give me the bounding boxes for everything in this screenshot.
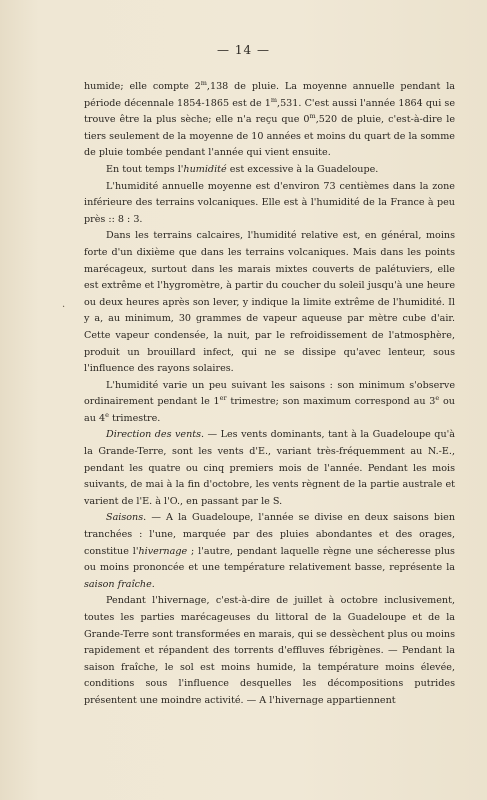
text-run: trimestre; son maximum correspond au 3 <box>226 396 436 408</box>
body-text <box>84 79 455 710</box>
text-run: En tout temps l' <box>106 163 184 175</box>
italic-text: saison fraîche <box>84 578 152 590</box>
margin-mark: · <box>62 302 66 313</box>
page-number: — 14 — <box>217 43 270 57</box>
text-run: ,520 de pluie, c'est-à-dire le tiers seulement de la moyenne de 10 années et moins du quart de la somme de pluie tombée pendant l'année qui vient ensuite. <box>84 114 456 159</box>
text-run: est excessive à la Guadeloupe. <box>226 163 379 175</box>
text-run: L'humidité varie un peu suivant les saisons : son minimum s'observe ordinairement pendant le 1 <box>84 379 455 408</box>
text-run: Pendant l'hivernage, c'est-à-dire de juillet à octobre inclusivement, toutes les parties marécageuses du littoral de la Guadeloupe et de la Grande-Terre sont transformées en marais, qui se dessèchent plus ou moins rapidement et répandent des torrents d'effluves fébrigènes. — Pendant la saison fraîche, le sol est moins humide, la température moins élevée, conditions sous l'influence desquelles les décompositions putrides présentent une moindre activité. — A l'hivernage appartiennent <box>84 595 455 706</box>
superscript: e <box>435 394 440 403</box>
superscript: m <box>270 95 278 104</box>
paragraph-p5 <box>84 378 455 428</box>
superscript: m <box>309 112 316 120</box>
paragraph-p2 <box>84 162 455 179</box>
superscript: e <box>105 410 109 419</box>
paragraph-p8 <box>84 593 455 709</box>
text-run: . <box>151 578 155 590</box>
paragraph-p3 <box>84 179 455 229</box>
italic-text: Saisons. <box>106 512 147 524</box>
paragraph-p6 <box>84 427 455 510</box>
superscript: er <box>219 394 227 403</box>
text-run: ou au 4 <box>84 396 455 424</box>
text-run: ,531. C'est aussi l'année 1864 qui se trouve être la plus sèche; elle n'a reçu que 0 <box>84 97 455 126</box>
paragraph-p4 <box>84 228 455 377</box>
text-run: L'humidité annuelle moyenne est d'environ 73 centièmes dans la zone inférieure des terrains volcaniques. Elle est à l'humidité de la France à peu près :: 8 : 3. <box>84 180 455 225</box>
italic-text: humidité <box>183 163 227 175</box>
text-run: — Les vents dominants, tant à la Guadeloupe qu'à la Grande-Terre, sont les vents d'E., variant très-fréquemment au N.-E., pendant les quatre ou cinq premiers mois de l'année. Pendant les mois suivants, de mai à la fin d'octobre, les vents règnent de la partie australe et varient de l'E. à l'O., en passant par le S. <box>84 429 455 507</box>
italic-text: Direction des vents. <box>106 429 205 441</box>
text-run: ,138 de pluie. La moyenne annuelle pendant la période décennale 1854-1865 est de 1 <box>84 81 455 109</box>
text-run: trimestre. <box>108 412 161 424</box>
italic-text: hivernage <box>138 545 188 557</box>
paragraph-p1 <box>84 79 455 162</box>
paragraph-p7 <box>84 510 455 593</box>
text-run: Dans les terrains calcaires, l'humidité relative est, en général, moins forte d'un dixième que dans les terrains volcaniques. Mais dans les points marécageux, surtout dans les marais mixtes couverts de palétuviers, elle est extrême et l'hygromètre, à partir du coucher du soleil jusqu'à une heure ou deux heures après son lever, y indique la limite extrême de l'humidité. Il y a, au minimum, 30 grammes de vapeur aqueuse par mètre cube d'air. Cette vapeur condensée, la nuit, par le refroidissement de l'atmosphère, produit un brouillard infect, qui ne se dissipe qu'avec lenteur, sous l'influence des rayons solaires. <box>84 230 455 375</box>
text-run: ; l'autre, pendant laquelle règne une sécheresse plus ou moins prononcée et une température relativement basse, représente la <box>84 545 455 574</box>
text-run: — A la Guadeloupe, l'année se divise en deux saisons bien tranchées : l'une, marquée par des pluies abondantes et des orages, constitue l' <box>84 512 455 557</box>
superscript: m <box>200 78 207 87</box>
text-run: humide; elle compte 2 <box>84 81 201 92</box>
